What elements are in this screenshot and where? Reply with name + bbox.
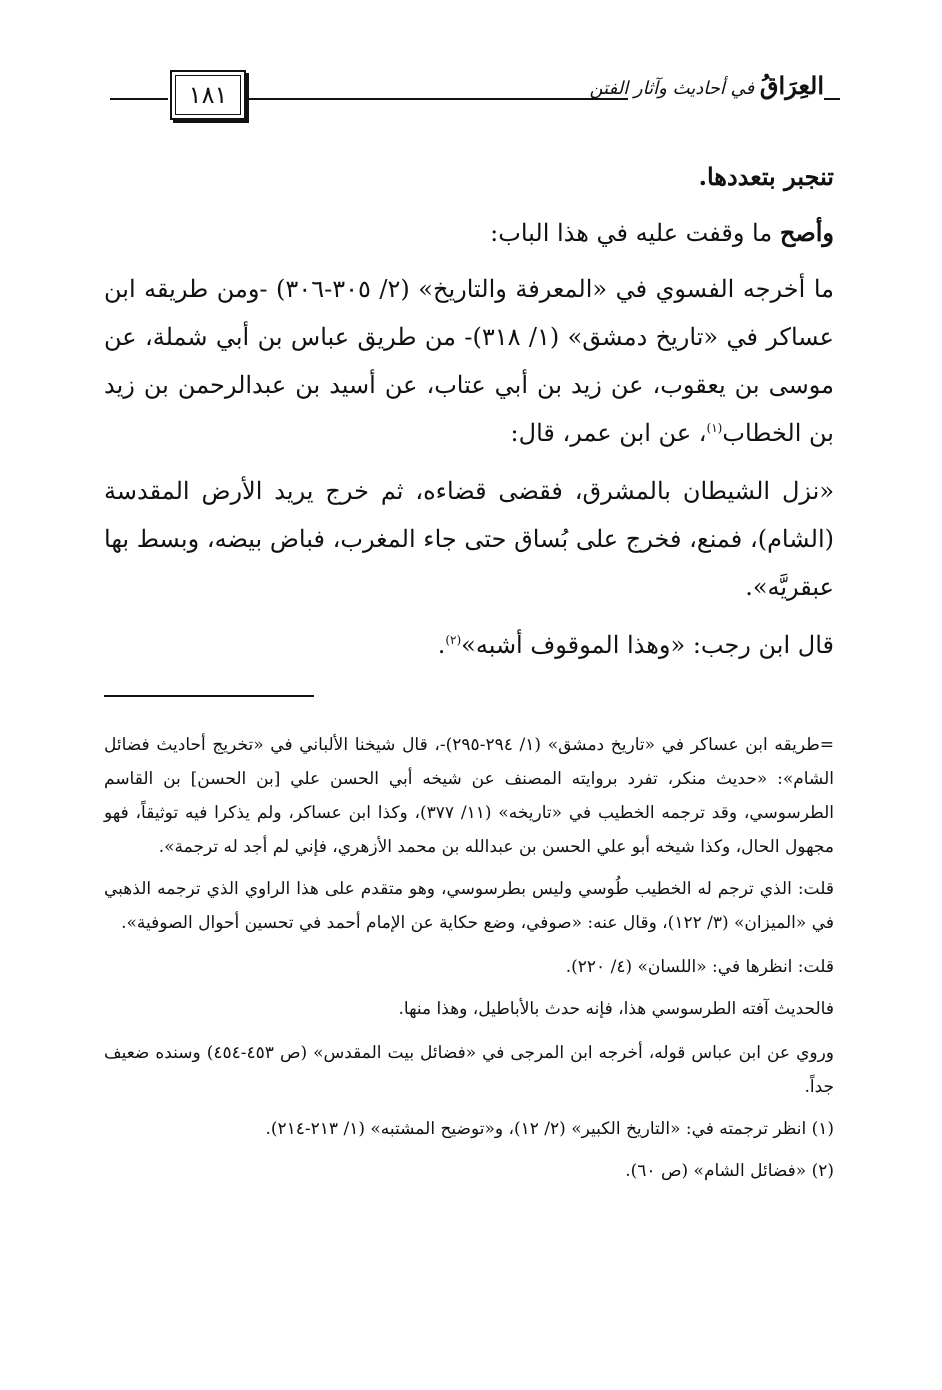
page-header bbox=[110, 62, 840, 122]
header-rule-middle bbox=[248, 98, 628, 100]
header-rule-left bbox=[110, 98, 168, 100]
paragraph-3-text: ما أخرجه الفسوي في «المعرفة والتاريخ» (٢/ ٣٠٥-٣٠٦) -ومن طريقه ابن عساكر في «تاريخ دمشق» (١/ ٣١٨)- من طريق عباس بن أبي شملة، عن موسى بن يعقوب، عن زيد بن أبي عتاب، عن أسيد بن عبدالرحمن بن زيد بن الخطاب bbox=[104, 275, 834, 447]
footnote-2: (٢) «فضائل الشام» (ص ٦٠). bbox=[625, 1161, 834, 1181]
paragraph-2-lead: وأصح bbox=[779, 218, 834, 247]
running-title-sub: في أحاديث وآثار الفتن bbox=[589, 78, 755, 99]
page-number-box bbox=[170, 70, 246, 120]
header-rule-right bbox=[824, 98, 840, 100]
paragraph-2-rest: ما وقفت عليه في هذا الباب: bbox=[490, 219, 780, 247]
paragraph-1: تنجبر بتعددها. bbox=[698, 162, 834, 191]
footnote-comment-3: فالحديث آفته الطرسوسي هذا، فإنه حدث بالأباطيل، وهذا منها. bbox=[398, 999, 834, 1019]
footnote-1: (١) انظر ترجمته في: «التاريخ الكبير» (٢/ ١٢)، و«توضيح المشتبه» (١/ ٢١٣-٢١٤). bbox=[265, 1119, 834, 1139]
paragraph-3-end: ، عن ابن عمر، قال: bbox=[510, 419, 707, 447]
page-number: ١٨١ bbox=[188, 81, 228, 109]
paragraph-3 bbox=[104, 265, 834, 457]
footnote-continued: =طريقه ابن عساكر في «تاريخ دمشق» (١/ ٢٩٤-٢٩٥)-، قال شيخنا الألباني في «تخريج أحاديث فضائل الشام»: «حديث منكر، تفرد بروايته المصنف عن شيخه أبي الحسن علي [بن الحسن] بن القاسم الطرسوسي، وقد ترجمه الخطيب في «تاريخه» (١١/ ٣٧٧)، وكذا ابن عساكر، ولم يذكرا فيه توثيقاً، فهو مجهول الحال، وكذا شيخه أبو علي الحسن بن عبدالله بن محمد الأزهري، فإني لم أجد له ترجمة». bbox=[104, 735, 834, 857]
running-title-main: العِرَاقُ bbox=[759, 71, 824, 100]
paragraph-2 bbox=[104, 209, 834, 257]
footnote-comment-1: قلت: الذي ترجم له الخطيب طُوسي وليس بطرسوسي، وهو متقدم على هذا الراوي الذي ترجمه الذهبي في «الميزان» (٣/ ١٢٢)، وقال عنه: «صوفي، وضع حكاية عن الإمام أحمد في تحسين أحوال الصوفية». bbox=[104, 879, 834, 933]
paragraph-5-text: قال ابن رجب: «وهذا الموقوف أشبه» bbox=[461, 631, 834, 659]
main-text bbox=[104, 153, 834, 697]
footnote-ref-2: (٢) bbox=[445, 633, 462, 647]
paragraph-5 bbox=[104, 621, 834, 669]
paragraph-4: «نزل الشيطان بالمشرق، فقضى قضاءه، ثم خرج يريد الأرض المقدسة (الشام)، فمنع، فخرج على بُساق حتى جاء المغرب، فباض بيضه، وبسط بها عبقريَّه». bbox=[104, 477, 834, 601]
footnote-comment-4: وروي عن ابن عباس قوله، أخرجه ابن المرجى في «فضائل بيت المقدس» (ص ٤٥٣-٤٥٤) وسنده ضعيف جداً. bbox=[104, 1043, 834, 1097]
footnote-ref-1: (١) bbox=[706, 421, 723, 435]
footnotes bbox=[104, 728, 834, 1192]
footnote-separator bbox=[104, 695, 314, 697]
running-title bbox=[589, 71, 824, 100]
paragraph-5-end: . bbox=[437, 631, 446, 659]
footnote-comment-2: قلت: انظرها في: «اللسان» (٤/ ٢٢٠). bbox=[565, 957, 834, 977]
